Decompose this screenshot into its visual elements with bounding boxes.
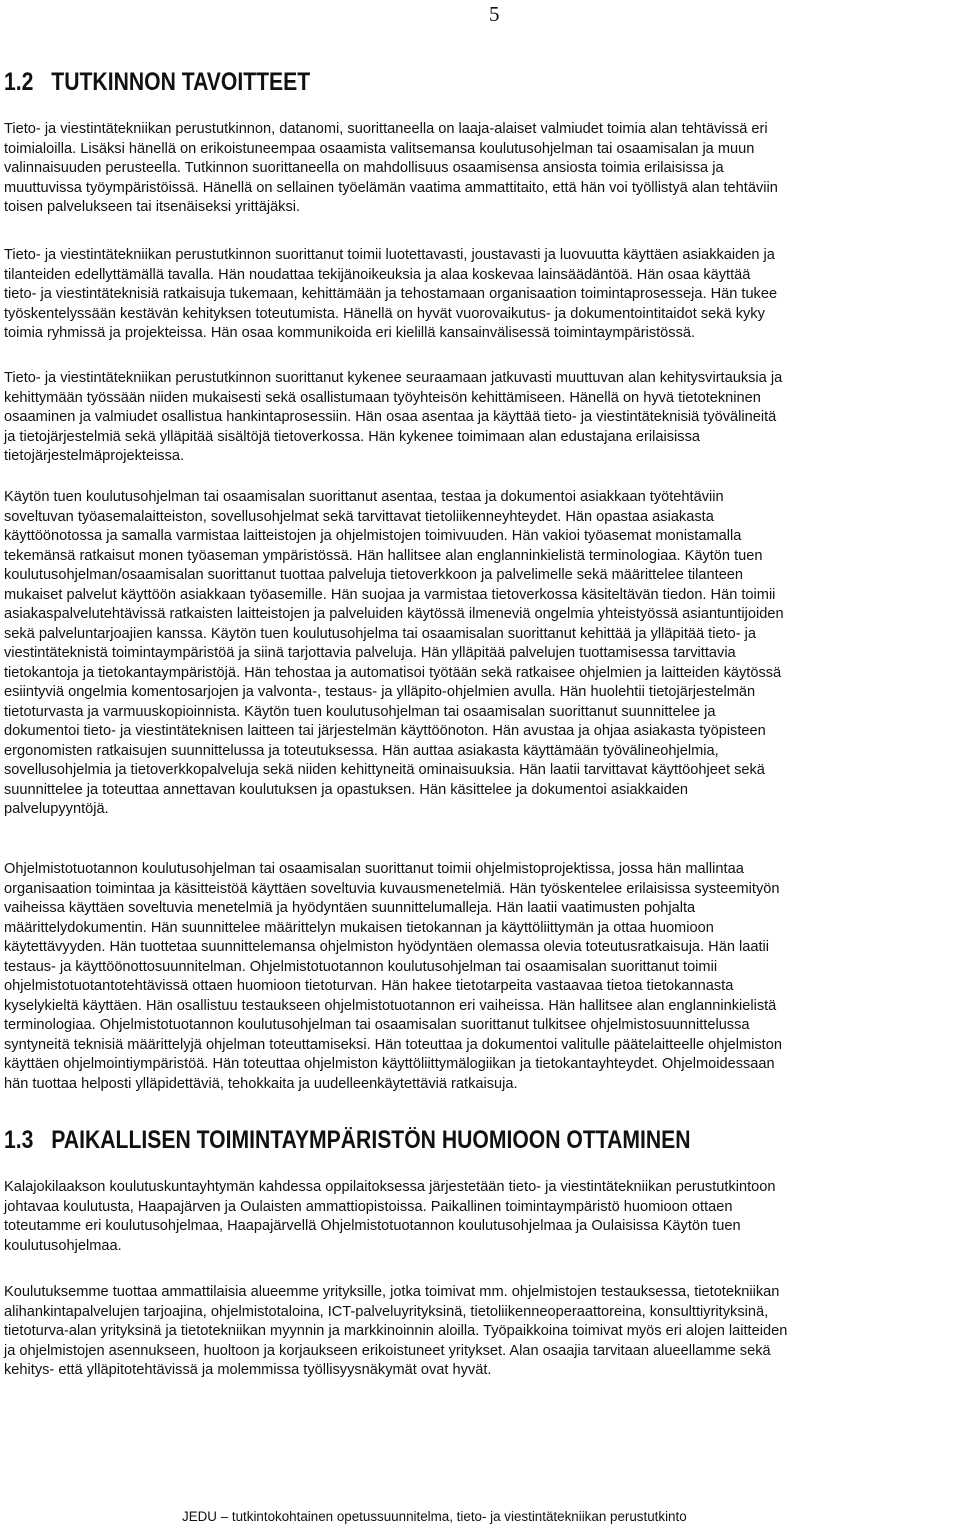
text-line: dokumentoi tieto- ja viestintäteknisen laitteen tai järjestelmän käyttöönoton. Hän avustaa ja ohjaa asiakasta työpisteen	[4, 723, 766, 739]
text-line: tilanteiden edellyttämällä tavalla. Hän noudattaa tekijänoikeuksia ja alaa koskevaa lainsäädäntöä. Hän osaa käyttää	[4, 266, 751, 283]
section-heading-1-2	[4, 68, 310, 98]
text-line: tietojärjestelmäprojekteissa.	[4, 448, 185, 464]
text-line: ohjelmistotuotantotehtävissä ottaen huomioon tietoturvan. Hän hakee tietotarpeita vastaavaa tietoa tietokannasta	[4, 978, 734, 994]
page-footer: JEDU – tutkintokohtainen opetussuunnitelma, tieto- ja viestintätekniikan perustutkinto	[182, 1509, 687, 1524]
text-line: johtavaa koulutusta, Haapajärven ja Oulaisten ammattiopistoissa. Paikallinen toimintaympäristö huomioon ottaen	[4, 1198, 733, 1215]
text-line: kehitys- että ylläpitotehtävissä ja molemmissa työllisyysnäkymät ovat hyvät.	[4, 1362, 492, 1378]
section-heading-1-3	[4, 1126, 691, 1156]
text-line: testaus- ja käyttöönottosuunnitelman. Ohjelmistotuotannon koulutusohjelman tai osaamisalan suorittanut toimii	[4, 958, 718, 975]
paragraph	[4, 369, 956, 467]
text-line: tietoturva-alan yrityksinä ja tietotekniikan myynnin ja markkinoinnin aloilla. Työpaikkoina toimivat myös eri alojen laitteiden	[4, 1323, 788, 1339]
text-line: tietoturvasta ja varmuuskopioinnista. Käytön tuen koulutusohjelman tai osaamisalan suorittanut suunnittelee ja	[4, 703, 716, 720]
section-title: TUTKINNON TAVOITTEET	[51, 69, 311, 96]
text-line: muuttuvissa työympäristöissä. Hänellä on sellainen työelämän vaatima ammattitaito, että hän voi työllistyä alan tehtäviin	[4, 179, 778, 196]
text-line: Tieto- ja viestintätekniikan perustutkinnon, datanomi, suorittaneella on laaja-alaiset valmiudet toimia alan tehtävissä eri	[4, 121, 768, 137]
text-line: syntyneitä teknisiä määrittelyjä ohjelman toteuttamiseksi. Hän toteuttaa ja dokumentoi valitulle päätelaitteelle ohjelmiston	[4, 1036, 782, 1053]
text-line: hän tuottaa helposti ylläpidettäviä, tehokkaita ja uudelleenkäytettäviä ratkaisuja.	[4, 1075, 518, 1092]
text-line: kyselykieltä käyttäen. Hän osallistuu testaukseen ohjelmistotuotannon eri vaiheissa. Hän hallitsee alan englanninkielistä	[4, 997, 777, 1014]
text-line: koulutusohjelman/osaamisalan suorittanut tuottaa palveluja tietoverkkoon ja palvelimelle sekä määrittelee tilanteen	[4, 567, 744, 583]
text-line: Koulutuksemme tuottaa ammattilaisia alueemme yrityksille, jotka toimivat mm. ohjelmistojen testauksessa, tietotekniikan	[4, 1284, 780, 1300]
text-line: koulutusohjelmaa.	[4, 1237, 122, 1254]
text-line: toimia ryhmissä ja projekteissa. Hän osaa kommunikoida eri kielillä kansainvälisessä toimintaympäristössä.	[4, 325, 696, 341]
text-line: määrittelydokumentin. Hän suunnittelee määrittelyn mukaisen tietokannan ja käyttöliittymän ja ottaa huomioon	[4, 919, 714, 936]
text-line: Kalajokilaakson koulutuskuntayhtymän kahdessa oppilaitoksessa järjestetään tieto- ja viestintätekniikan perustutkintoon	[4, 1179, 776, 1195]
text-line: asiakaspalvelutehtävissä ratkaisten laitteistojen ja palveluiden käytössä ilmeneviä ongelmia yhteistyössä asiantuntijoiden	[4, 606, 784, 622]
text-line: ja tietojärjestelmiä sekä ylläpitää sisältöjä tietoverkossa. Hän kykenee toimimaan alan edustajana erilaisissa	[4, 428, 700, 445]
text-line: käyttöönotossa ja samalla varmistaa laitteistojen ja ohjelmistojen toimivuuden. Hän vakioi työasemat monistamalla	[4, 528, 742, 544]
paragraph	[4, 120, 956, 218]
text-line: käyttäen ohjelmointiympäristöä. Hän toteuttaa ohjelmiston käyttöliittymälogiikan ja tietokantayhteydet. Ohjelmoidessaan	[4, 1056, 775, 1072]
text-line: tieto- ja viestintäteknisiä ratkaisuja tukemaan, kehittämään ja tehostamaan organisaation toimintaprosesseja. Hän tukee	[4, 286, 778, 302]
section-number: 1.2	[4, 69, 34, 96]
text-line: osaaminen ja valmiudet osallistua hankintaprosessiin. Hän osaa asentaa ja käyttää tieto- ja viestintäteknisiä työvälineitä	[4, 409, 777, 425]
paragraph	[4, 246, 956, 344]
text-line: kehittymään työssään niiden mukaisesti sekä osallistumaan työyhteisön kehittämiseen. Hänellä on hyvä tietotekninen	[4, 389, 761, 406]
text-line: palvelupyyntöjä.	[4, 801, 109, 817]
text-line: viestintäteknistä toimintaympäristöä ja siinä tarjottavia palveluja. Hän ylläpitää palvelujen tuottamisessa tarvittavia	[4, 645, 736, 661]
text-line: ja ohjelmistojen asennukseen, huoltoon ja korjaukseen erikoistuneet yritykset. Alan osaajia tarvitaan alueellamme sekä	[4, 1342, 771, 1359]
text-line: sekä palveluntarjoajien kanssa. Käytön tuen koulutusohjelma tai osaamisalan suorittanut kehittää ja ylläpitää tieto- ja	[4, 625, 757, 642]
text-line: Ohjelmistotuotannon koulutusohjelman tai osaamisalan suorittanut toimii ohjelmistoprojektissa, jossa hän mallintaa	[4, 861, 744, 877]
text-line: vaiheissa käyttäen soveltuvia menetelmiä ja hyödyntäen suunnittelumalleja. Hän laatii vaatimusten pohjalta	[4, 900, 696, 916]
text-line: mukaiset palvelut käyttöön asiakkaan työasemille. Hän suojaa ja varmistaa tietoverkossa käsiteltävän tiedon. Hän toimii	[4, 586, 776, 603]
text-line: sovellusohjelmia ja tietoverkkopalveluja sekä niiden kehittyneitä ominaisuuksia. Hän laatii tarvittavat käyttöohjeet sekä	[4, 762, 765, 778]
paragraph	[4, 488, 956, 820]
paragraph	[4, 1283, 956, 1381]
text-line: soveltuvan työasemalaitteiston, sovellusohjelmat sekä tarvittavat tietoliikenneyhteydet. Hän opastaa asiakasta	[4, 508, 714, 525]
paragraph	[4, 860, 956, 1094]
text-line: toimialoilla. Lisäksi hänellä on erikoistuneempaa osaamista valitsemansa koulutusohjelman tai osaamisalan ja muun	[4, 140, 755, 157]
text-line: toteutamme eri koulutusohjelmaa, Haapajärvellä Ohjelmistotuotannon koulutusohjelmaa ja Oulaisissa Käytön tuen	[4, 1218, 741, 1234]
section-title: PAIKALLISEN TOIMINTAYMPÄRISTÖN HUOMIOON OTTAMINEN	[51, 1127, 691, 1154]
text-line: Tieto- ja viestintätekniikan perustutkinnon suorittanut toimii luotettavasti, joustavasti ja luovuutta käyttäen asiakkaiden ja	[4, 247, 775, 263]
text-line: esiintyviä ongelmia komentosarjojen ja valvonta-, testaus- ja ylläpito-ohjelmien avulla. Hän huolehtii tietojärjestelmän	[4, 684, 756, 700]
text-line: tietokantoja ja tietokantaympäristöjä. Hän tehostaa ja automatisoi työtään sekä ratkaisee ohjelmien ja laitteiden käytössä	[4, 664, 782, 681]
text-line: tekemänsä ratkaisut monen työaseman ympäristössä. Hän hallitsee alan englanninkielistä terminologiaa. Käytön tuen	[4, 547, 763, 564]
text-line: terminologiaa. Ohjelmistotuotannon koulutusohjelman tai osaamisalan suorittanut tulkitsee ohjelmistosuunnittelussa	[4, 1017, 750, 1033]
paragraph	[4, 1178, 956, 1256]
page-number: 5	[489, 2, 500, 26]
text-line: käytettävyyden. Hän tuottetaa suunnittelemansa ohjelmiston hyödyntäen olemassa olevia toteutusratkaisuja. Hän laatii	[4, 939, 770, 955]
text-line: työskentelyssään kestävän kehityksen toteutumista. Hänellä on hyvät vuorovaikutus- ja dokumentointitaidot sekä kyky	[4, 305, 765, 322]
text-line: Käytön tuen koulutusohjelman tai osaamisalan suorittanut asentaa, testaa ja dokumentoi asiakkaan työtehtäviin	[4, 489, 724, 505]
text-line: toisen palvelukseen tai itsenäiseksi yrittäjäksi.	[4, 199, 301, 215]
text-line: ergonomisten ratkaisujen suunnittelussa ja toteutuksessa. Hän auttaa asiakasta käyttämään työvälineohjelmia,	[4, 742, 719, 759]
text-line: Tieto- ja viestintätekniikan perustutkinnon suorittanut kykenee seuraamaan jatkuvasti muuttuvan alan kehitysvirtauksia ja	[4, 370, 783, 386]
text-line: suunnittelee ja toteuttaa annettavan koulutuksen ja opastuksen. Hän käsittelee ja dokumentoi asiakkaiden	[4, 781, 688, 798]
text-line: organisaation toimintaa ja käsitteistöä käyttäen soveltuvia kuvausmenetelmiä. Hän työskentelee erilaisissa systeemityön	[4, 880, 780, 897]
text-line: valinnaisuuden perusteella. Tutkinnon suorittaneella on mahdollisuus osaamisensa ansiosta toimia erilaisissa ja	[4, 160, 724, 176]
text-line: alihankintapalvelujen tarjoajina, ohjelmistotaloina, ICT-palveluyrityksinä, tietoliikenneoperaattoreina, konsulttiyrityksinä,	[4, 1303, 769, 1320]
section-number: 1.3	[4, 1127, 34, 1154]
